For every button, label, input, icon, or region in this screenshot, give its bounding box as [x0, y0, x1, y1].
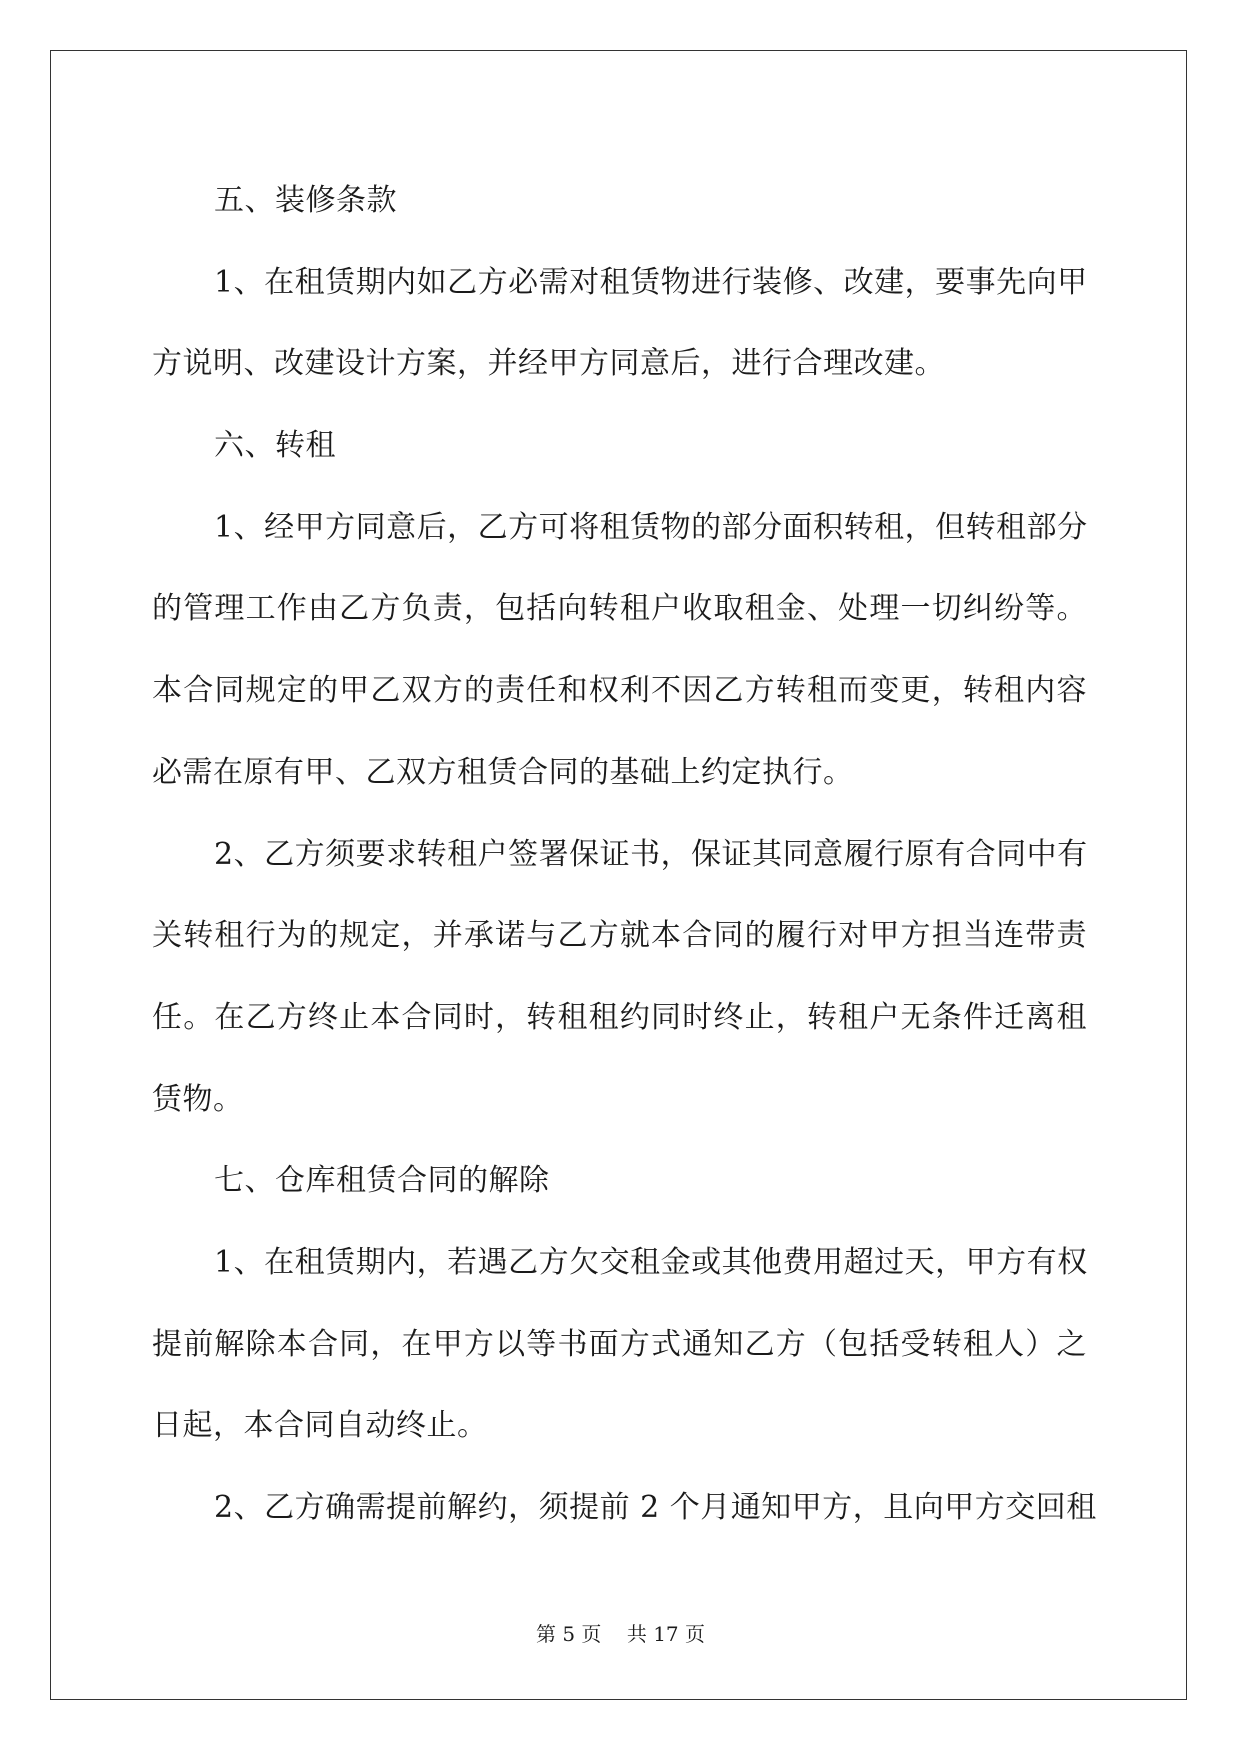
paragraph-line: 2、乙方确需提前解约，须提前 2 个月通知甲方，且向甲方交回租 [214, 1490, 1097, 1525]
paragraph-line: 1、经甲方同意后，乙方可将租赁物的部分面积转租，但转租部分 [214, 509, 1088, 545]
paragraph-line: 方说明、改建设计方案，并经甲方同意后，进行合理改建。 [152, 346, 945, 382]
paragraph-line: 关转租行为的规定，并承诺与乙方就本合同的履行对甲方担当连带责 [152, 918, 1087, 954]
paragraph-line: 本合同规定的甲乙双方的责任和权利不因乙方转租而变更，转租内容 [152, 673, 1087, 709]
paragraph-line: 必需在原有甲、乙双方租赁合同的基础上约定执行。 [152, 754, 854, 790]
paragraph-line: 的管理工作由乙方负责，包括向转租户收取租金、处理一切纠纷等。 [152, 591, 1087, 627]
paragraph-line: 1、在租赁期内，若遇乙方欠交租金或其他费用超过天，甲方有权 [214, 1244, 1088, 1280]
paragraph-line: 日起，本合同自动终止。 [152, 1408, 488, 1444]
paragraph-line: 2、乙方须要求转租户签署保证书，保证其同意履行原有合同中有 [214, 836, 1088, 872]
document-body [152, 160, 1097, 1549]
section-heading: 六、转租 [214, 428, 336, 464]
section-heading: 五、装修条款 [214, 183, 397, 218]
paragraph-line: 赁物。 [152, 1081, 244, 1117]
paragraph-line: 1、在租赁期内如乙方必需对租赁物进行装修、改建，要事先向甲 [214, 264, 1088, 300]
page-number-footer: 第 5 页 共 17 页 [535, 1622, 706, 1646]
paragraph-line: 任。在乙方终止本合同时，转租租约同时终止，转租户无条件迁离租 [152, 999, 1087, 1035]
paragraph-line: 提前解除本合同，在甲方以等书面方式通知乙方（包括受转租人）之 [152, 1326, 1087, 1362]
section-heading: 七、仓库租赁合同的解除 [214, 1163, 550, 1199]
